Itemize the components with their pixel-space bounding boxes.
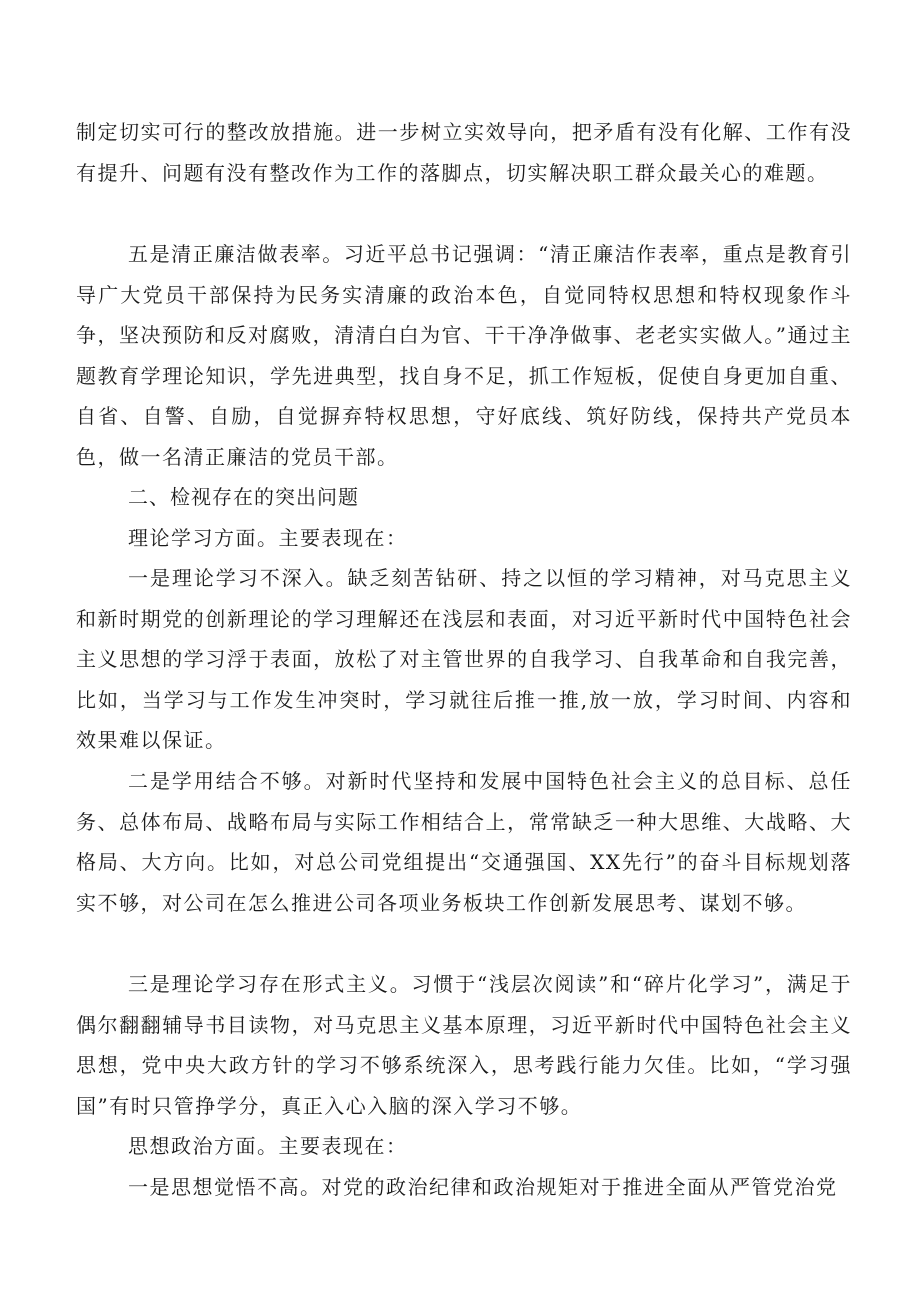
paragraph-integrity-example: 五是清正廉洁做表率。习近平总书记强调：“清正廉洁作表率，重点是教育引导广大党员干部保持为民务实清廉的政治本色，自觉同特权思想和特权现象作斗争，坚决预防和反对腐败，清清白白为官、干干净净做事、老老实实做人。”通过主题教育学理论知识，学先进典型，找自身不足，抓工作短板，促使自身更加自重、自省、自警、自励，自觉摒弃特权思想，守好底线、筑好防线，保持共产党员本色，做一名清正廉洁的党员干部。: [76, 242, 852, 469]
paragraph-study-application: 二是学用结合不够。对新时代坚持和发展中国特色社会主义的总目标、总任务、总体布局、战略布局与实际工作相结合上，常常缺乏一种大思维、大战略、大格局、大方向。比如，对总公司党组提出“交通强国、XX先行”的奋斗目标规划落实不够，对公司在怎么推进公司各项业务板块工作创新发展思考、谋划不够。: [76, 769, 852, 915]
paragraph-theory-study-intro: 理论学习方面。主要表现在：: [128, 526, 408, 550]
paragraph-theory-not-deep: 一是理论学习不深入。缺乏刻苦钻研、持之以恒的学习精神，对马克思主义和新时期党的创新理论的学习理解还在浅层和表面，对习近平新时代中国特色社会主义思想的学习浮于表面，放松了对主管世界的自我学习、自我革命和自我完善，比如，当学习与工作发生冲突时，学习就往后推一推,放一放，学习时间、内容和效果难以保证。: [76, 566, 852, 753]
paragraph-rectification-measures: 制定切实可行的整改放措施。进一步树立实效导向，把矛盾有没有化解、工作有没有提升、问题有没有整改作为工作的落脚点，切实解决职工群众最关心的难题。: [76, 120, 852, 185]
paragraph-ideology-intro: 思想政治方面。主要表现在：: [128, 1134, 408, 1158]
section-heading: 二、检视存在的突出问题: [128, 485, 359, 509]
paragraph-formalism: 三是理论学习存在形式主义。习惯于“浅层次阅读”和“碎片化学习”，满足于偶尔翻翻辅导书目读物，对马克思主义基本原理，习近平新时代中国特色社会主义思想，党中央大政方针的学习不够系统深入，思考践行能力欠佳。比如，“学习强国”有时只管挣学分，真正入心入脑的深入学习不够。: [76, 972, 852, 1118]
paragraph-awareness: 一是思想觉悟不高。对党的政治纪律和政治规矩对于推进全面从严管党治党: [128, 1175, 838, 1199]
